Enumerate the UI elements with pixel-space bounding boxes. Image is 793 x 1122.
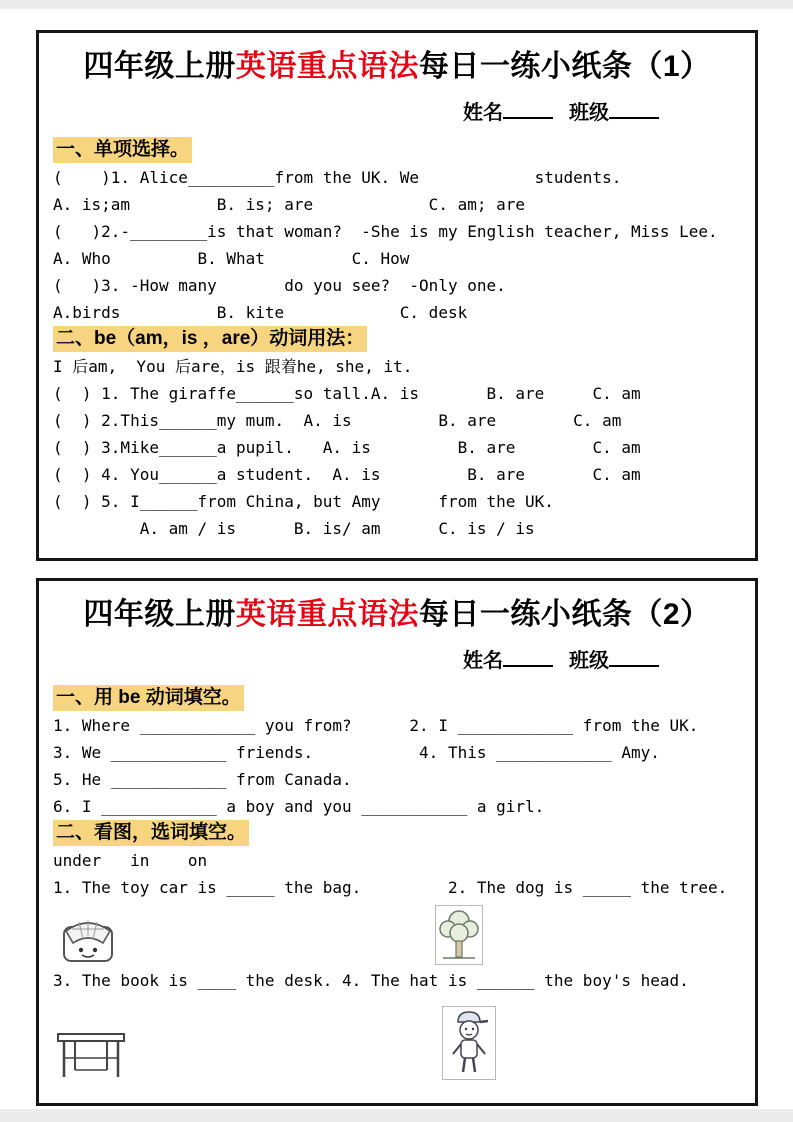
picture-question-line: 1. The toy car is _____ the bag. 2. The dog is _____ the tree. xyxy=(53,878,728,897)
schoolbag-image xyxy=(59,913,117,965)
question-line: ( ) 4. You______a student. A. is B. are C. am xyxy=(53,465,641,484)
question-line: ( ) 5. I______from China, but Amy from the UK. xyxy=(53,492,554,511)
page-bottom-edge xyxy=(0,1109,793,1122)
worksheet-card-1 xyxy=(36,30,758,561)
desk-image xyxy=(55,1028,127,1080)
desk-drawing xyxy=(55,1028,127,1080)
worksheet-title-1 xyxy=(53,47,741,87)
title-prefix: 四年级上册 xyxy=(83,50,236,83)
section-1-row xyxy=(53,685,741,712)
boy-drawing xyxy=(444,1008,494,1078)
section-2-header: 二、看图，选词填空。 xyxy=(53,820,249,846)
question-line: ( )1. Alice_________from the UK. We students. xyxy=(53,168,622,187)
word-bank-line: under in on xyxy=(53,851,208,870)
class-label: 班级 xyxy=(569,650,609,672)
worksheet-card-2 xyxy=(36,578,758,1106)
schoolbag-drawing xyxy=(59,913,117,965)
title-suffix: 每日一练小纸条（1） xyxy=(418,50,711,83)
question-line: ( )3. -How many do you see? -Only one. xyxy=(53,276,506,295)
fill-blank-line: 5. He ____________ from Canada. xyxy=(53,770,352,789)
fill-blank-line: 3. We ____________ friends. 4. This ____________ Amy. xyxy=(53,743,660,762)
section-1-header: 一、用 be 动词填空。 xyxy=(53,685,244,711)
name-label: 姓名 xyxy=(463,102,503,124)
title-accent: 英语重点语法 xyxy=(235,50,419,83)
section-2-row xyxy=(53,820,741,847)
title-prefix: 四年级上册 xyxy=(83,598,236,631)
section-2-row xyxy=(53,326,741,353)
fill-blank-line: 1. Where ____________ you from? 2. I ____________ from the UK. xyxy=(53,716,699,735)
title-accent: 英语重点语法 xyxy=(235,598,419,631)
grammar-note-line: I 后am, You 后are，is 跟着he, she, it. xyxy=(53,357,413,376)
name-class-line xyxy=(463,649,741,673)
tree-image xyxy=(435,905,483,965)
question-line: ( )2.-________is that woman? -She is my English teacher, Miss Lee. xyxy=(53,222,718,241)
options-line: A. is;am B. is; are C. am; are xyxy=(53,195,526,214)
section-1-header: 一、单项选择。 xyxy=(53,137,192,163)
name-blank xyxy=(503,117,553,119)
name-blank xyxy=(503,665,553,667)
picture-question-line: 3. The book is ____ the desk. 4. The hat is ______ the boy's head. xyxy=(53,971,689,990)
class-blank xyxy=(609,117,659,119)
boy-with-cap-image xyxy=(442,1006,496,1080)
title-suffix: 每日一练小纸条（2） xyxy=(418,598,711,631)
section-1-row xyxy=(53,137,741,164)
page-top-edge xyxy=(0,0,793,9)
name-class-line xyxy=(463,101,741,125)
question-line: ( ) 1. The giraffe______so tall.A. is B. are C. am xyxy=(53,384,641,403)
image-row-2 xyxy=(53,1002,741,1080)
options-line: A.birds B. kite C. desk xyxy=(53,303,468,322)
question-line: ( ) 3.Mike______a pupil. A. is B. are C. am xyxy=(53,438,641,457)
section-2-header: 二、be（am，is ，are）动词用法： xyxy=(53,326,367,352)
name-label: 姓名 xyxy=(463,650,503,672)
worksheet-title-2 xyxy=(53,595,741,635)
class-blank xyxy=(609,665,659,667)
class-label: 班级 xyxy=(569,102,609,124)
options-line: A. am / is B. is/ am C. is / is xyxy=(53,519,535,538)
question-line: ( ) 2.This______my mum. A. is B. are C. am xyxy=(53,411,622,430)
tree-drawing xyxy=(437,907,481,963)
image-row-1 xyxy=(53,905,741,965)
options-line: A. Who B. What C. How xyxy=(53,249,410,268)
fill-blank-line: 6. I ____________ a boy and you ___________ a girl. xyxy=(53,797,545,816)
